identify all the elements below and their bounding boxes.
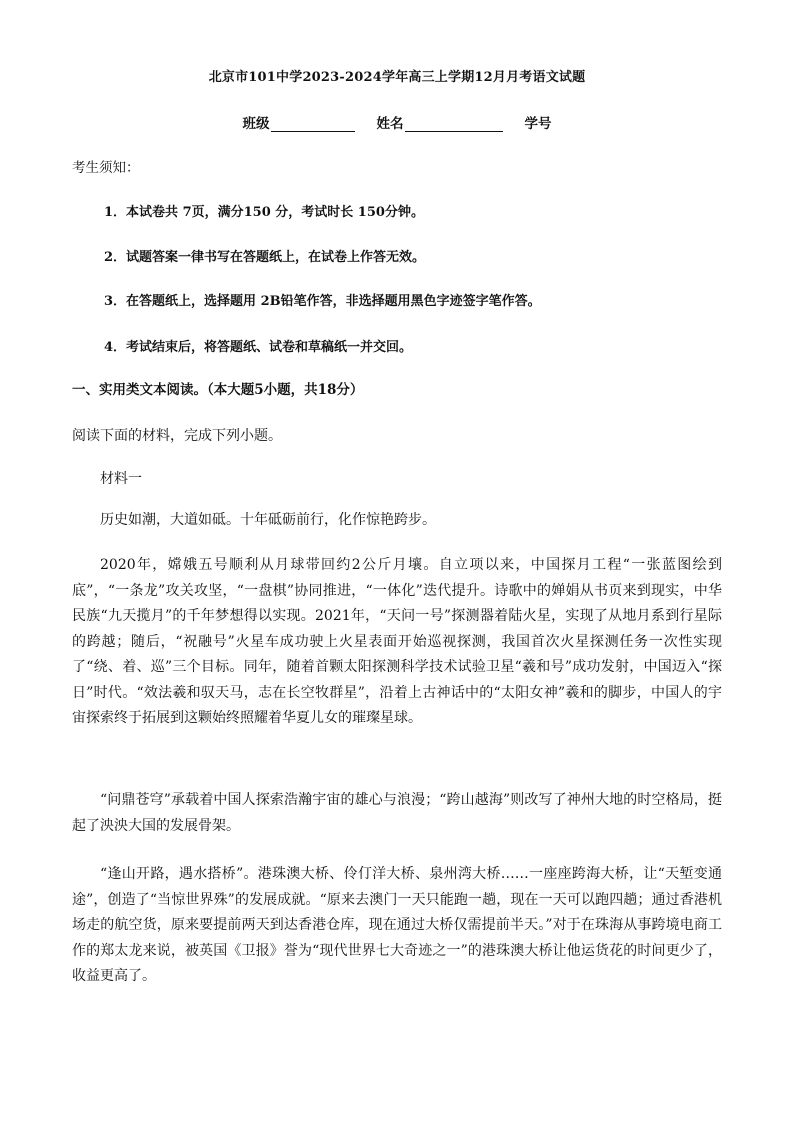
paragraph-2: 2020年，嫦娥五号顺利从月球带回约2公斤月壤。自立项以来，中国探月工程“一张蓝图绘到底”，“一条龙”攻关攻坚，“一盘棋”协同推进，“一体化”迭代提升。诗歌中的婵娟从书页来到现实，中华民族“九天揽月”的千年梦想得以实现。2021年，“天问一号”探测器着陆火星，实现了从地月系到行星际的跨越；随后，“祝融号”火星车成功驶上火星表面开始巡视探测，我国首次火星探测任务一次性实现了“绕、着、巡”三个目标。同年，随着首颗太阳探测科学技术试验卫星“羲和号”成功发射，中国迈入“探日”时代。“效法羲和驭天马，志在长空牧群星”，沿着上古神话中的“太阳女神”羲和的脚步，中国人的宇宙探索终于拓展到这颗始终照耀着华夏儿女的璀璨星球。 (72, 557, 722, 726)
class-blank[interactable] (271, 117, 355, 132)
notice-heading: 考生须知： (72, 160, 140, 176)
name-blank[interactable] (405, 117, 503, 132)
notice-rule-4: 4．考试结束后，将答题纸、试卷和草稿纸一并交回。 (104, 340, 413, 355)
id-field (525, 112, 552, 132)
paragraph-4: “逢山开路，遇水搭桥”。港珠澳大桥、伶仃洋大桥、泉州湾大桥……一座座跨海大桥，让“天堑变通途”，创造了“当惊世界殊”的发展成就。“原来去澳门一天只能跑一趟，现在一天可以跑四趟；通过香港机场走的航空货，原来要提前两天到达香港仓库，现在通过大桥仅需提前半天。”对于在珠海从事跨境电商工作的郑太龙来说，被英国《卫报》誉为“现代世界七大奇迹之一”的港珠澳大桥让他运货花的时间更少了，收益更高了。 (72, 866, 722, 984)
student-info-row (0, 112, 794, 132)
id-label: 学号 (524, 116, 552, 132)
notice-rule-3: 3．在答题纸上，选择题用 2B铅笔作答，非选择题用黑色字迹签字笔作答。 (104, 294, 541, 309)
exam-title: 北京市101中学2023-2024学年高三上学期12月月考语文试题 (208, 70, 586, 85)
paragraph-1: 历史如潮，大道如砥。十年砥砺前行，化作惊艳跨步。 (100, 512, 436, 528)
paragraph-3: “问鼎苍穹”承载着中国人探索浩瀚宇宙的雄心与浪漫；“跨山越海”则改写了神州大地的时空格局，挺起了泱泱大国的发展骨架。 (72, 792, 722, 834)
section-intro: 阅读下面的材料，完成下列小题。 (72, 428, 282, 444)
notice-rule-1: 1．本试卷共 7页，满分150 分，考试时长 150分钟。 (104, 205, 424, 220)
class-field (243, 112, 355, 132)
material-label: 材料一 (100, 471, 142, 487)
name-field (377, 112, 503, 132)
section-heading: 一、实用类文本阅读。（本大题5小题，共18分） (72, 382, 364, 398)
notice-rule-2: 2．试题答案一律书写在答题纸上，在试卷上作答无效。 (104, 250, 426, 265)
name-label: 姓名 (376, 116, 404, 132)
class-label: 班级 (242, 116, 270, 132)
